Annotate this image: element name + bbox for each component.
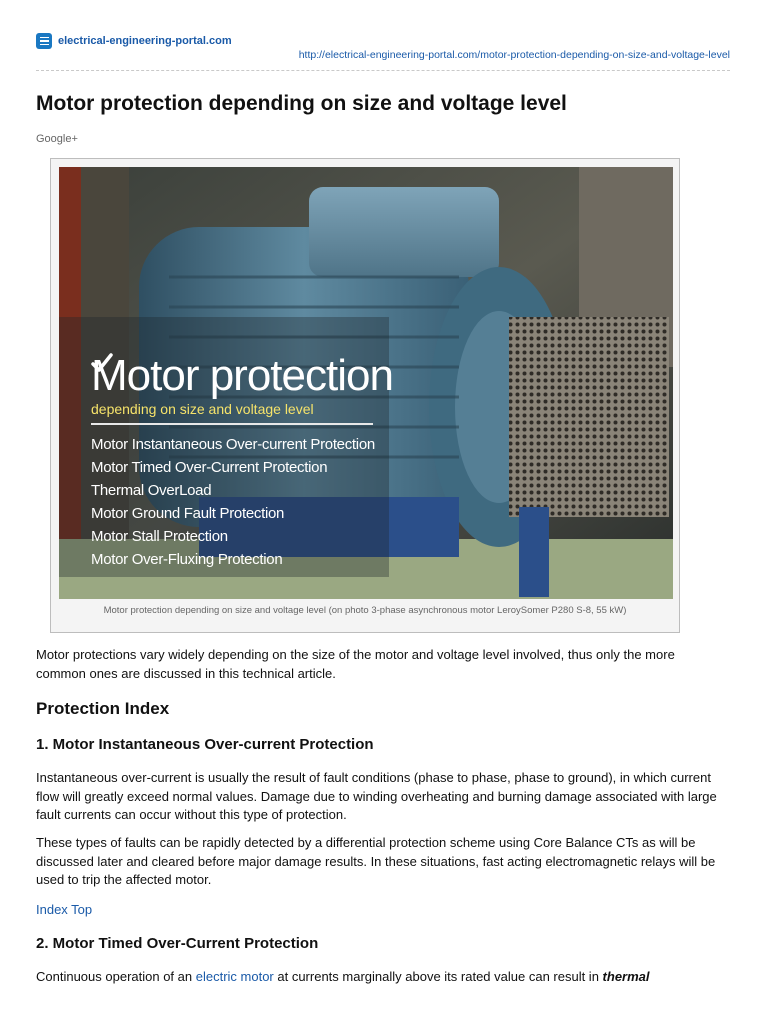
overlay-item: Thermal OverLoad xyxy=(91,481,212,499)
section-2-paragraph-1 xyxy=(36,968,726,987)
intro-paragraph: Motor protections vary widely depending on the size of the motor and voltage level involved, thus only the more common ones are discussed in this technical article. xyxy=(36,647,675,681)
paragraph-text: Continuous operation of an xyxy=(36,969,196,984)
site-logo-icon xyxy=(36,33,52,49)
article-title: Motor protection depending on size and voltage level xyxy=(36,92,567,115)
site-header xyxy=(36,33,730,73)
section-1-heading: 1. Motor Instantaneous Over-current Protection xyxy=(36,736,374,753)
electric-motor-link[interactable]: electric motor xyxy=(195,969,274,984)
overlay-item: Motor Stall Protection xyxy=(91,527,228,545)
overlay-item: Motor Over-Fluxing Protection xyxy=(91,550,283,568)
index-top-link[interactable]: Index Top xyxy=(36,902,93,917)
overlay-subtitle: depending on size and voltage level xyxy=(91,401,314,417)
overlay-item: Motor Instantaneous Over-current Protection xyxy=(91,435,375,453)
page-url-link[interactable]: http://electrical-engineering-portal.com/motor-protection-depending-on-size-and-voltage-level xyxy=(298,49,730,61)
overlay-subtitle-row xyxy=(91,401,393,417)
overlay-title: Motor protection xyxy=(91,351,393,400)
paragraph-text: at currents marginally above its rated value can result in xyxy=(273,969,603,984)
overlay-item: Motor Ground Fault Protection xyxy=(91,504,285,522)
section-1-paragraph-2: These types of faults can be rapidly detected by a differential protection scheme using Core Balance CTs as will be discussed later and cleared before major damage results. In these situations, fast acting electromagnetic relays will be used to trip the affected motor. xyxy=(36,835,716,887)
photo-overlay-text xyxy=(91,353,393,571)
protection-index-heading: Protection Index xyxy=(36,699,170,718)
overlay-divider xyxy=(91,423,373,425)
motor-photo xyxy=(59,167,673,599)
article-figure xyxy=(50,158,680,633)
header-divider xyxy=(36,70,730,71)
site-brand[interactable] xyxy=(36,33,730,49)
site-name-link[interactable]: electrical-engineering-portal.com xyxy=(58,35,232,47)
overlay-item: Motor Timed Over-Current Protection xyxy=(91,458,328,476)
thermal-emphasis: thermal xyxy=(602,969,650,984)
section-1-paragraph-1: Instantaneous over-current is usually the result of fault conditions (phase to phase, phase to ground), in which current flow will greatly exceed normal values. Damage due to winding overheating and burning damage associated with large fault currents can occur without this type of protection. xyxy=(36,770,717,822)
figure-caption: Motor protection depending on size and voltage level (on photo 3-phase asynchronous motor LeroySomer P280 S-8, 55 kW) xyxy=(103,605,627,616)
section-2-heading: 2. Motor Timed Over-Current Protection xyxy=(36,935,319,952)
google-plus-share-link[interactable]: Google+ xyxy=(36,133,78,145)
